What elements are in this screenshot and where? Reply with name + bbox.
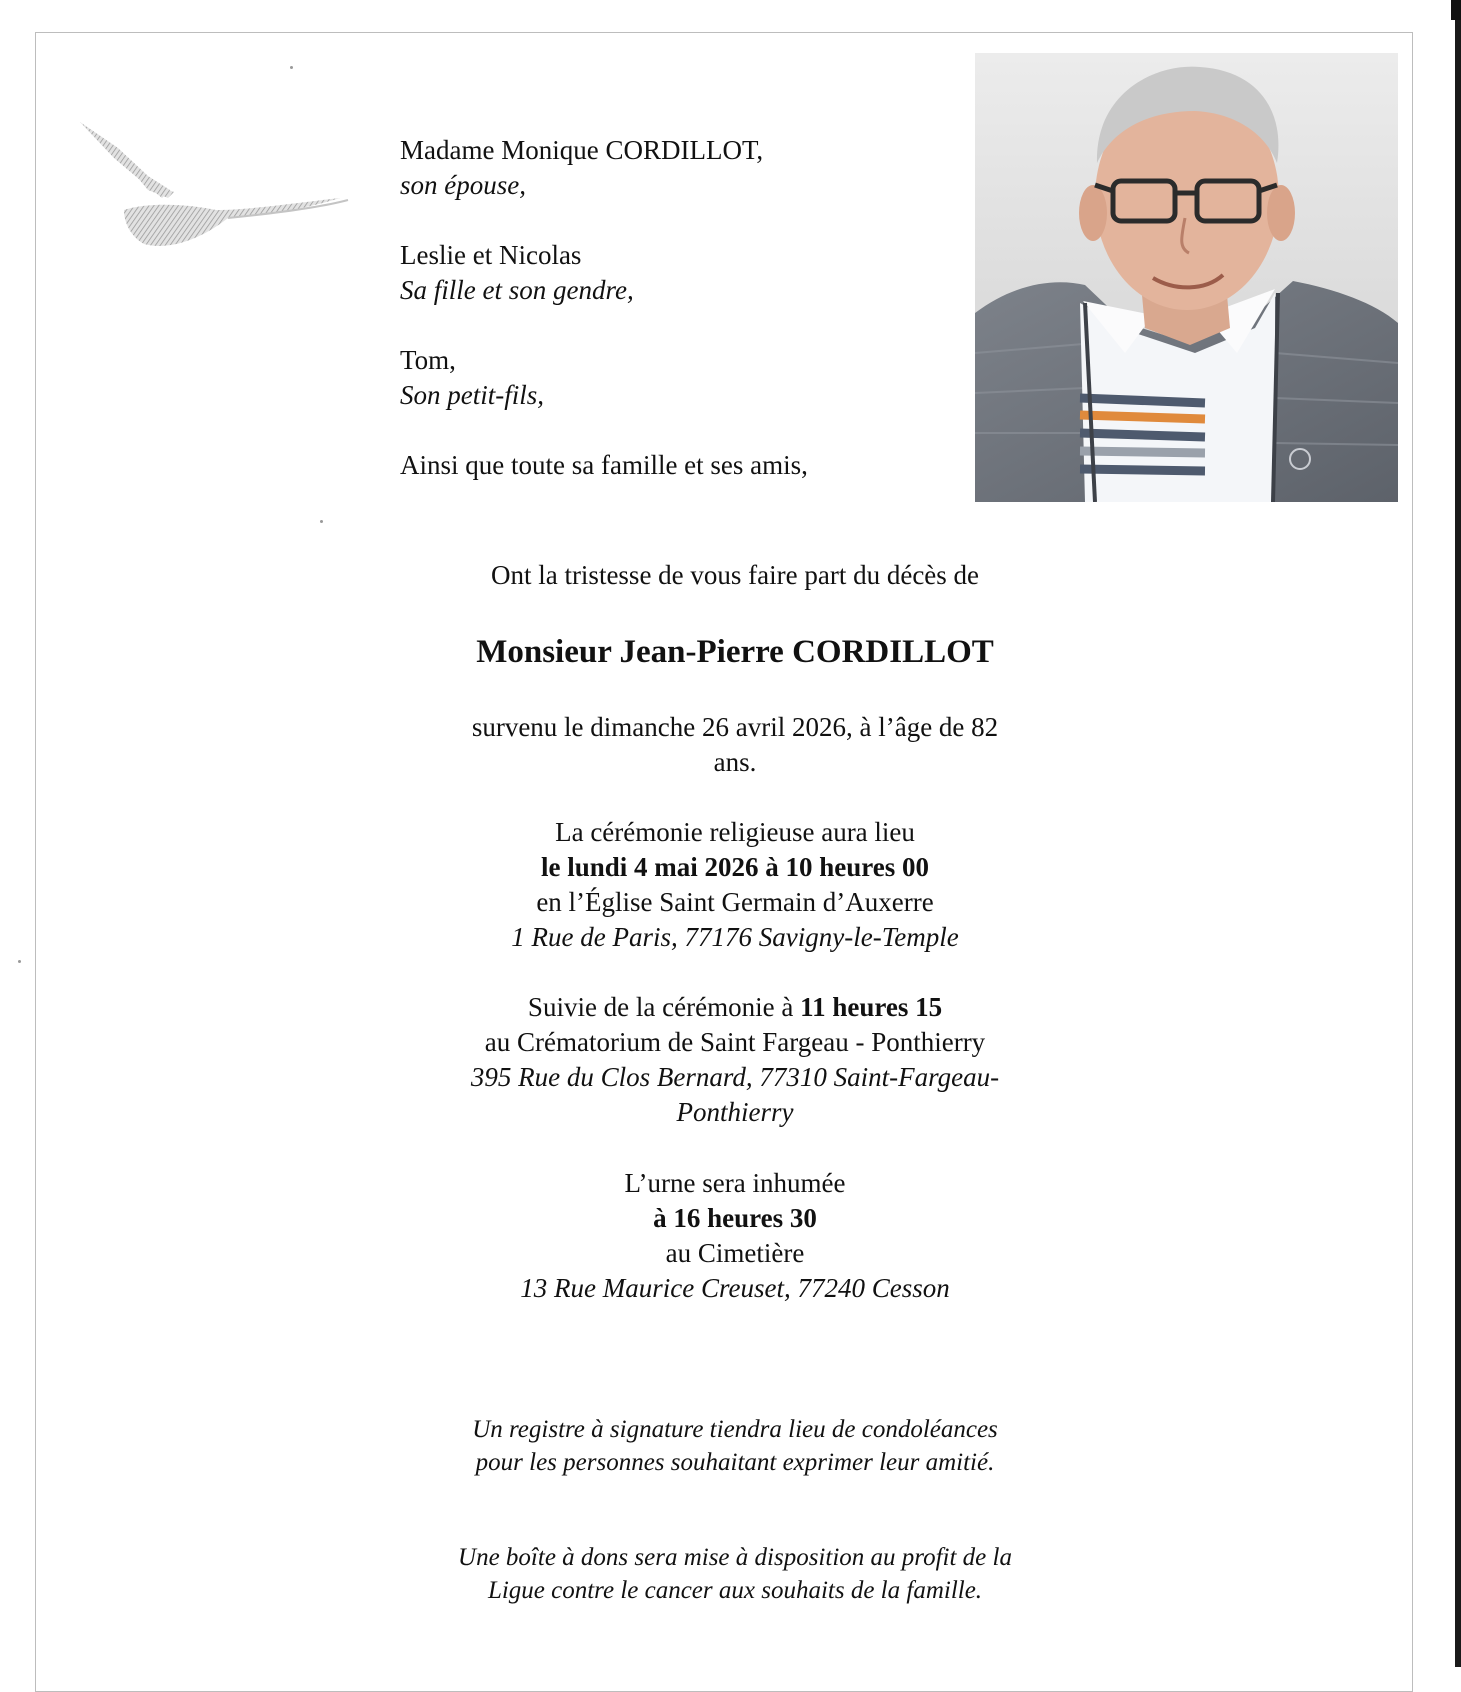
- cremation-heading-prefix: Suivie de la cérémonie à: [527, 992, 794, 1022]
- donation-note-line: Une boîte à dons sera mise à disposition au profit de la: [458, 1544, 1012, 1571]
- family-closing: Ainsi que toute sa famille et ses amis,: [400, 450, 808, 480]
- registry-note-line: pour les personnes souhaitant exprimer leur amitié.: [475, 1449, 995, 1476]
- scan-speck: [290, 66, 293, 69]
- family-member-name: Leslie et Nicolas: [400, 240, 582, 270]
- cremation-heading: [330, 990, 1140, 1025]
- death-info: [330, 710, 1140, 780]
- family-member-role: son épouse,: [400, 170, 526, 200]
- ceremony-section: [330, 815, 1140, 955]
- burial-heading: L’urne sera inhumée: [624, 1168, 846, 1198]
- ceremony-datetime: le lundi 4 mai 2026 à 10 heures 00: [540, 852, 930, 882]
- scan-speck: [320, 520, 323, 523]
- deceased-name: Monsieur Jean-Pierre CORDILLOT: [476, 634, 994, 670]
- death-info-line: survenu le dimanche 26 avril 2026, à l’âge de 82: [471, 712, 999, 742]
- dove-icon: [78, 118, 368, 258]
- registry-note-line: Un registre à signature tiendra lieu de condoléances: [472, 1416, 998, 1443]
- cremation-venue: au Crématorium de Saint Fargeau - Ponthierry: [484, 1027, 986, 1057]
- family-member-role: Son petit-fils,: [400, 380, 544, 410]
- donation-note-line: Ligue contre le cancer aux souhaits de la famille.: [487, 1577, 983, 1604]
- scan-corner-mark: [1451, 0, 1461, 20]
- scan-speck: [18, 960, 21, 963]
- cremation-address: 395 Rue du Clos Bernard, 77310 Saint-Fargeau-: [470, 1062, 1000, 1092]
- family-member: [400, 133, 960, 203]
- ceremony-address: 1 Rue de Paris, 77176 Savigny-le-Temple: [511, 922, 959, 952]
- burial-time: à 16 heures 30: [653, 1203, 817, 1233]
- burial-address: 13 Rue Maurice Creuset, 77240 Cesson: [520, 1273, 950, 1303]
- family-member: [400, 343, 960, 413]
- portrait-photo: [975, 53, 1398, 502]
- burial-section: [330, 1166, 1140, 1306]
- announcement-intro: Ont la tristesse de vous faire part du décès de: [490, 560, 980, 590]
- family-member-role: Sa fille et son gendre,: [400, 275, 634, 305]
- cremation-time: 11 heures 15: [800, 992, 943, 1022]
- family-member-name: Madame Monique CORDILLOT,: [400, 135, 764, 165]
- family-list: [400, 133, 960, 483]
- ceremony-heading: La cérémonie religieuse aura lieu: [555, 817, 915, 847]
- family-member: [400, 238, 960, 308]
- registry-note: [330, 1413, 1140, 1479]
- scan-edge-mark: [1455, 0, 1461, 1667]
- cremation-address: Ponthierry: [676, 1097, 794, 1127]
- ceremony-venue: en l’Église Saint Germain d’Auxerre: [536, 887, 934, 917]
- burial-venue: au Cimetière: [665, 1238, 805, 1268]
- family-member-name: Tom,: [400, 345, 456, 375]
- death-info-line: ans.: [713, 747, 757, 777]
- cremation-section: [330, 990, 1140, 1130]
- donation-note: [330, 1541, 1140, 1607]
